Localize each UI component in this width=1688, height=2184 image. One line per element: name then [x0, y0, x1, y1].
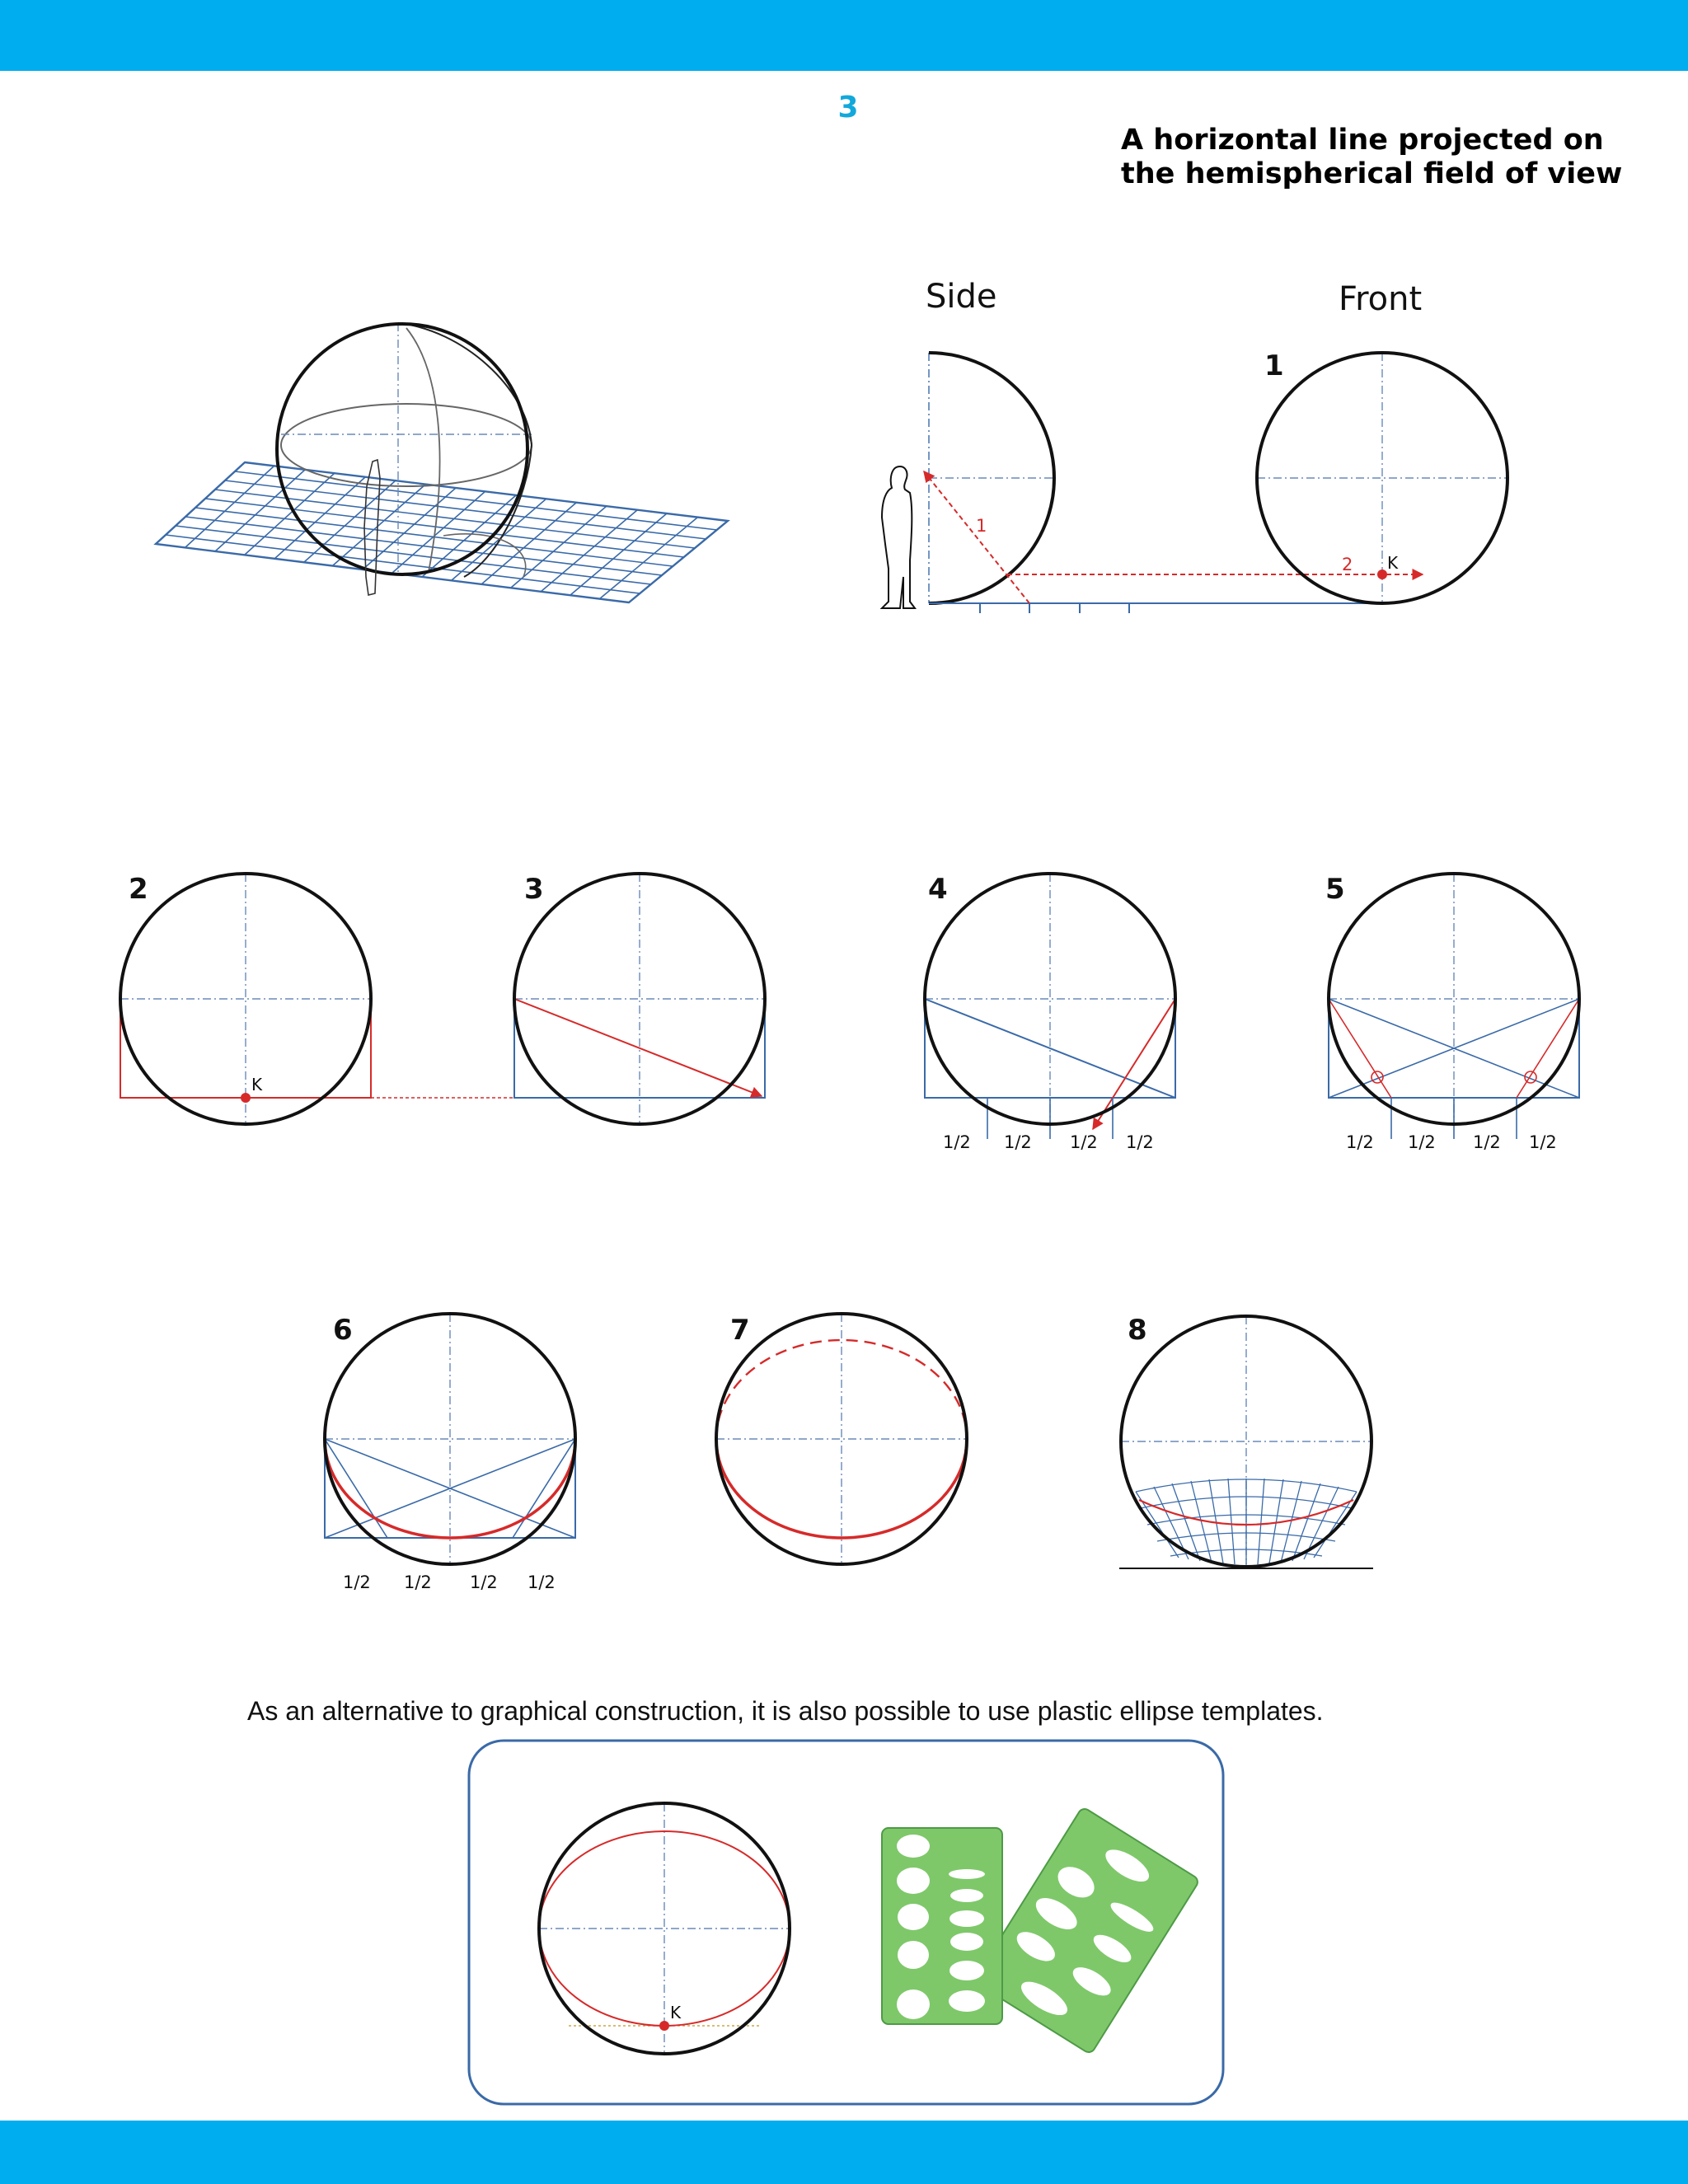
bottom-color-band	[0, 2121, 1688, 2184]
side-view	[882, 278, 1423, 613]
step-8-figure	[1119, 1314, 1373, 1568]
point-k-front	[1377, 569, 1387, 579]
side-label: Side	[926, 278, 997, 316]
step-2-label: 2	[129, 873, 148, 906]
half-label: 1/2	[943, 1132, 971, 1152]
step-3-figure	[514, 873, 765, 1124]
arrow-2-label: 2	[1342, 555, 1353, 574]
plastic-template-front	[882, 1828, 1002, 2024]
title-line-1: A horizontal line projected on	[1121, 124, 1604, 157]
step-4-figure	[925, 873, 1175, 1152]
front-label: Front	[1339, 280, 1423, 318]
half-label: 1/2	[1473, 1132, 1501, 1152]
half-label: 1/2	[528, 1572, 556, 1592]
step-8-label: 8	[1128, 1314, 1147, 1347]
half-label: 1/2	[1126, 1132, 1154, 1152]
arrow-1-label: 1	[976, 516, 987, 536]
ellipse-template-panel	[469, 1741, 1223, 2104]
person-silhouette-iso	[364, 460, 380, 595]
step-4-label: 4	[928, 873, 948, 906]
title-line-2: the hemispherical field of view	[1121, 157, 1623, 190]
half-label: 1/2	[1004, 1132, 1032, 1152]
caption-text: As an alternative to graphical construction, it is also possible to use plastic ellipse templates.	[247, 1696, 1324, 1726]
step-3-label: 3	[524, 873, 544, 906]
step-7-figure	[716, 1314, 967, 1564]
step-6-label: 6	[333, 1314, 353, 1347]
front-view	[1257, 280, 1507, 603]
sphere-wireframe	[277, 323, 532, 577]
k-label-step-2: K	[251, 1075, 263, 1094]
step-1-label: 1	[1264, 349, 1284, 382]
half-label: 1/2	[470, 1572, 498, 1592]
person-silhouette-side	[882, 466, 915, 608]
step-7-label: 7	[730, 1314, 750, 1347]
ground-grid	[156, 462, 728, 602]
half-label: 1/2	[1408, 1132, 1436, 1152]
half-label: 1/2	[1529, 1132, 1557, 1152]
half-label: 1/2	[343, 1572, 371, 1592]
isometric-sphere-figure	[156, 323, 728, 602]
step-2-figure	[120, 873, 514, 1124]
half-label: 1/2	[1346, 1132, 1374, 1152]
plastic-template-back	[973, 1807, 1200, 2055]
step-5-label: 5	[1325, 873, 1345, 906]
step-6-figure	[325, 1314, 575, 1592]
page-number: 3	[837, 91, 859, 124]
floor-grid-projection	[1136, 1479, 1357, 1564]
k-label-front: K	[1387, 553, 1399, 573]
half-label: 1/2	[404, 1572, 432, 1592]
step-5-figure	[1325, 873, 1579, 1152]
k-label-template: K	[670, 2003, 682, 2022]
half-label: 1/2	[1070, 1132, 1098, 1152]
